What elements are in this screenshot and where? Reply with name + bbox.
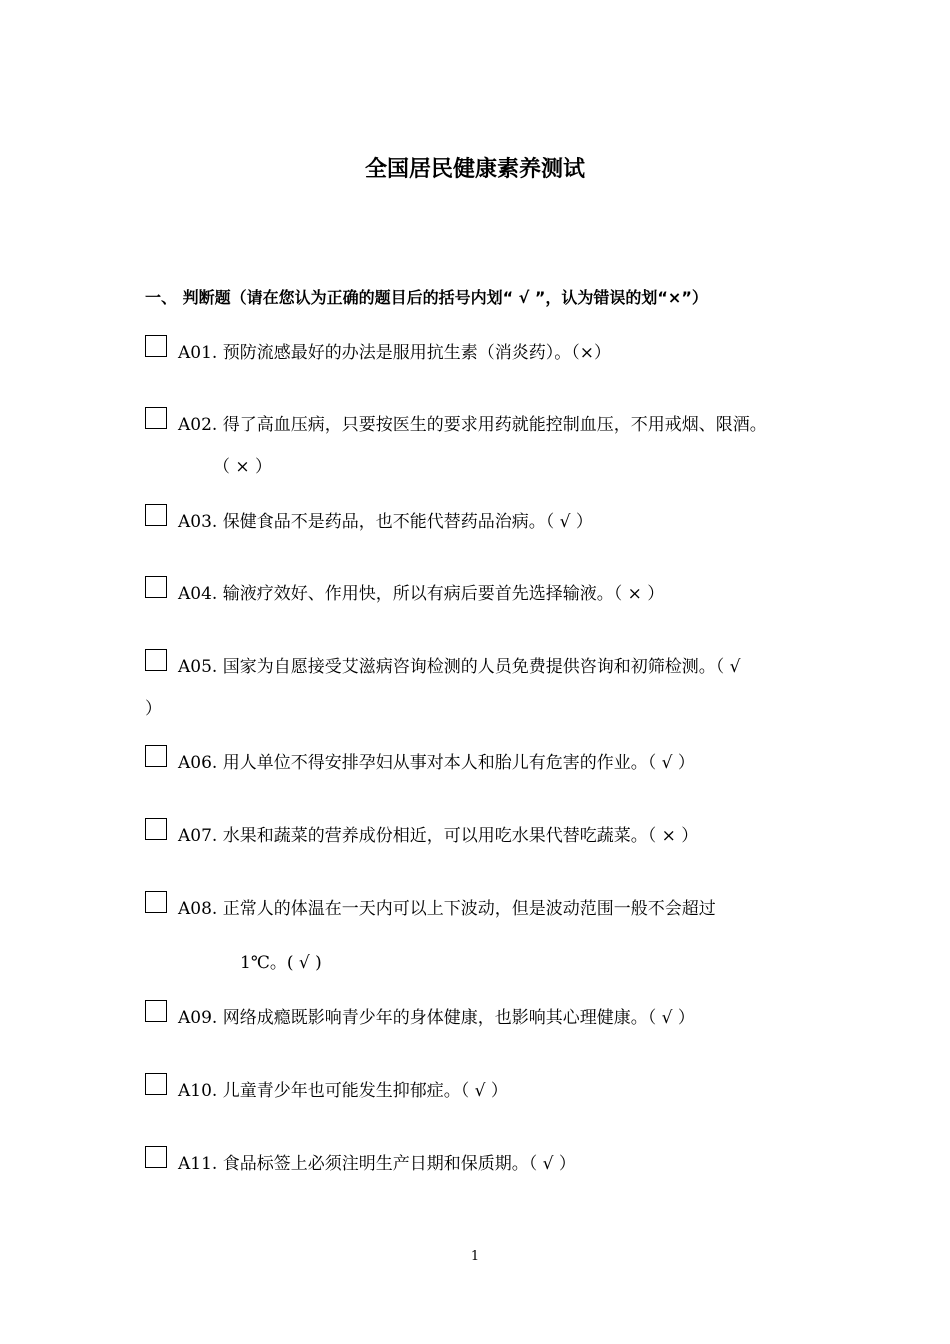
document-title: 全国居民健康素养测试 (364, 157, 585, 182)
question-text: A05. 国家为自愿接受艾滋病咨询检测的人员免费提供咨询和初筛检测。（ √ (178, 657, 741, 677)
page-number: 1 (470, 1249, 480, 1264)
answer-checkbox[interactable] (145, 745, 167, 767)
answer-checkbox[interactable] (145, 504, 167, 526)
question-text: A10. 儿童青少年也可能发生抑郁症。（ √ ） (178, 1081, 508, 1101)
question-text: A09. 网络成瘾既影响青少年的身体健康，也影响其心理健康。（ √ ） (178, 1008, 695, 1028)
question-text: A07. 水果和蔬菜的营养成份相近，可以用吃水果代替吃蔬菜。（ × ） (178, 826, 699, 846)
question-continuation: （ × ） (213, 457, 273, 477)
answer-checkbox[interactable] (145, 891, 167, 913)
answer-checkbox[interactable] (145, 649, 167, 671)
answer-checkbox[interactable] (145, 1000, 167, 1022)
question-text: A04. 输液疗效好、作用快，所以有病后要首先选择输液。（ × ） (178, 584, 665, 604)
question-text: A02. 得了高血压病，只要按医生的要求用药就能控制血压，不用戒烟、限酒。 (178, 415, 767, 435)
question-text: A06. 用人单位不得安排孕妇从事对本人和胎儿有危害的作业。（ √ ） (178, 753, 695, 773)
answer-checkbox[interactable] (145, 1146, 167, 1168)
question-text: A03. 保健食品不是药品，也不能代替药品治病。（ √ ） (178, 512, 593, 532)
question-continuation: 1℃。( √ ) (240, 953, 322, 973)
question-text: A01. 预防流感最好的办法是服用抗生素（消炎药）。（×） (178, 343, 611, 363)
answer-checkbox[interactable] (145, 818, 167, 840)
question-continuation: ） (145, 699, 162, 719)
answer-checkbox[interactable] (145, 335, 167, 357)
question-text: A08. 正常人的体温在一天内可以上下波动，但是波动范围一般不会超过 (178, 899, 716, 919)
question-text: A11. 食品标签上必须注明生产日期和保质期。（ √ ） (178, 1154, 576, 1174)
answer-checkbox[interactable] (145, 576, 167, 598)
answer-checkbox[interactable] (145, 1073, 167, 1095)
answer-checkbox[interactable] (145, 407, 167, 429)
section-heading: 一、 判断题（请在您认为正确的题目后的括号内划“ √ ”，认为错误的划“×”） (145, 288, 708, 307)
